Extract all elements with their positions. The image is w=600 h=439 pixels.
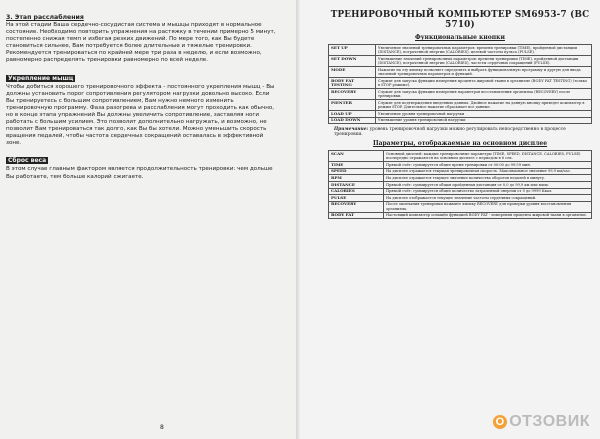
function-desc: Служит для запуска функции измерения параметров восстановления организма (RECOVERY) после тренировки.	[376, 89, 592, 100]
note	[334, 127, 592, 137]
table-row	[329, 78, 592, 89]
table-row	[329, 175, 592, 182]
param-key: SPEED	[329, 168, 384, 175]
param-desc: После окончания тренировки нажмите кнопку RECOVERY для проверки уровня восстановления организма.	[384, 201, 592, 212]
functions-table	[328, 44, 592, 124]
function-desc: Увеличение уровня тренировочной нагрузки	[376, 111, 592, 118]
functions-heading: Функциональные кнопки	[415, 34, 505, 41]
heading-weight-loss: Сброс веса	[8, 157, 47, 165]
table-row	[329, 45, 592, 56]
param-desc: На дисплее отражается текущая тренировочная скорость. Максимальное значение 99,9 км/час.	[384, 168, 592, 175]
params-heading: Параметры, отображаемые на основном дисплее	[372, 140, 548, 148]
param-key: DISTANCE	[329, 181, 384, 188]
params-table	[328, 150, 592, 219]
otzovik-watermark	[493, 413, 590, 431]
watermark-text: ОТЗОВИК	[509, 413, 590, 430]
table-row	[329, 89, 592, 100]
table-row	[329, 195, 592, 202]
watermark-logo-icon: О	[493, 415, 507, 429]
function-desc: Уменьшение уровня тренировочной нагрузки	[376, 117, 592, 124]
table-row	[329, 162, 592, 169]
function-key: PIENTER	[329, 100, 376, 111]
table-row	[329, 201, 592, 212]
param-desc: Основной дисплей: каждые тренировочные параметры (TIME, SPEED, DISTANCE, CALORIES, PULSE) поочередно отражаются на основном дисплее с периодом в 6 сек.	[384, 151, 592, 162]
table-row	[329, 117, 592, 124]
param-desc: Настоящий компьютер оснащён функцией BODY FAT - измерения процента жировой ткани в организме.	[384, 212, 592, 219]
param-key: RPM	[329, 175, 384, 182]
param-key: TIME	[329, 162, 384, 169]
table-row	[329, 181, 592, 188]
function-desc: Служит для подтверждения введенных данных. Двойное нажатие на данную кнопку приведет компьютер в режим STOP. Длительное нажатие сбрасывает все данные.	[376, 100, 592, 111]
function-desc: Увеличение значений тренировочных параметров: времени тренировки (TIME), пройденной дистанции (DISTANCE), потраченной энергии (CALORIES), целевой частоты пульса (PULSE).	[376, 45, 592, 56]
param-key: SCAN	[329, 151, 384, 162]
function-key: RECOVERY	[329, 89, 376, 100]
heading-relax: 3. Этап расслабления	[6, 14, 84, 21]
table-row	[329, 151, 592, 162]
page-title: ТРЕНИРОВОЧНЫЙ КОМПЬЮТЕР SM6953-7 (ВС 5710)	[330, 10, 590, 30]
param-desc: Прямой счёт: суммируется общее время тренировки от 00:00 до 99:59 мин.	[384, 162, 592, 169]
param-key: RECOVERY	[329, 201, 384, 212]
function-desc: Уменьшение значений тренировочных параметров: времени тренировки (TIME), пройденной дистанции (DISTANCE), потраченной энергии (CALORIES), частоты сердечных сокращений (PULSE).	[376, 56, 592, 67]
param-desc: На дисплее отображается текущее значение частоты сердечных сокращений.	[384, 195, 592, 202]
function-desc: Служит для запуска функции измерения процента жировой ткани в организме (BODY FAT TESTING) (только в STOP режиме).	[376, 78, 592, 89]
page-number: 8	[160, 424, 164, 431]
right-page	[300, 0, 600, 439]
param-desc: На дисплее отражается текущее значение количества оборотов педалей в минуту.	[384, 175, 592, 182]
paragraph-relax: На этой стадии Ваша сердечно-сосудистая система и мышцы приходят в нормальное состояние. Необходимо повторить упражнения на растяжку в течении примерно 5 минут, постепенно снижая темп и избегая резких движений. По мере того, как Вы будете становиться сильнее, Вам потребуется более длительные и тяжелые тренировки. Рекомендуется тренироваться по крайней мере три раза в неделю, и если возможно, равномерно распределять тренировки равномерно по всей неделе.	[6, 22, 276, 64]
table-row	[329, 188, 592, 195]
function-key: MODE	[329, 67, 376, 78]
heading-muscle: Укрепление мышц	[8, 74, 74, 82]
function-key: SET UP	[329, 45, 376, 56]
table-row	[329, 100, 592, 111]
function-key: LOAD UP	[329, 111, 376, 118]
param-key: CALORIES	[329, 188, 384, 195]
function-key: BODY FAT TESTING	[329, 78, 376, 89]
table-row	[329, 111, 592, 118]
param-desc: Прямой счёт: суммируется общее количество затраченной энергии от 0 до 9999 Ккал.	[384, 188, 592, 195]
table-row	[329, 168, 592, 175]
table-row	[329, 67, 592, 78]
note-label: Примечание:	[334, 127, 369, 133]
paragraph-weight-loss: В этом случае главным фактором является продолжительность тренировки: чем дольше Вы работаете, тем больше калорий сжигаете.	[6, 166, 273, 180]
param-key: BODY FAT	[329, 212, 384, 219]
table-row	[329, 56, 592, 67]
function-key: SET DOWN	[329, 56, 376, 67]
table-row	[329, 212, 592, 219]
function-desc: Нажатие на эту кнопку позволяет определить и выбрать функциональную программу и другую для ввода значений тренировочных параметров и функций.	[376, 67, 592, 78]
function-key: LOAD DOWN	[329, 117, 376, 124]
param-key: PULSE	[329, 195, 384, 202]
param-desc: Прямой счёт: суммируется общая пройденная дистанция от 0,0 до 99,9 км или миль.	[384, 181, 592, 188]
paragraph-muscle: Чтобы добиться хорошего тренировочного эффекта - постоянного укрепления мышц - Вы должны установить порог сопротивления регулятором нагрузки довольно высоко. Если Вы тренируетесь с большим сопротивлением, Вам нужно немного изменить тренировочную программу. Фаза разогрева и расслабления могут проходить как обычно, но в конце этапа упражнений Вы должны увеличить сопротивление, заставляя ноги работать с большим усилием. Это позволит дополнительно нагружать, и возможно, не позволит Вам тренироваться так долго, как Вы бы хотели. Можно уменьшить скорость вращения педалей, чтобы частота сердечных сокращений оставалась в эффективной зоне.	[6, 83, 275, 147]
note-text: уровень тренировочной нагрузки можно регулировать непосредственно в процессе тренировки.	[334, 127, 566, 138]
